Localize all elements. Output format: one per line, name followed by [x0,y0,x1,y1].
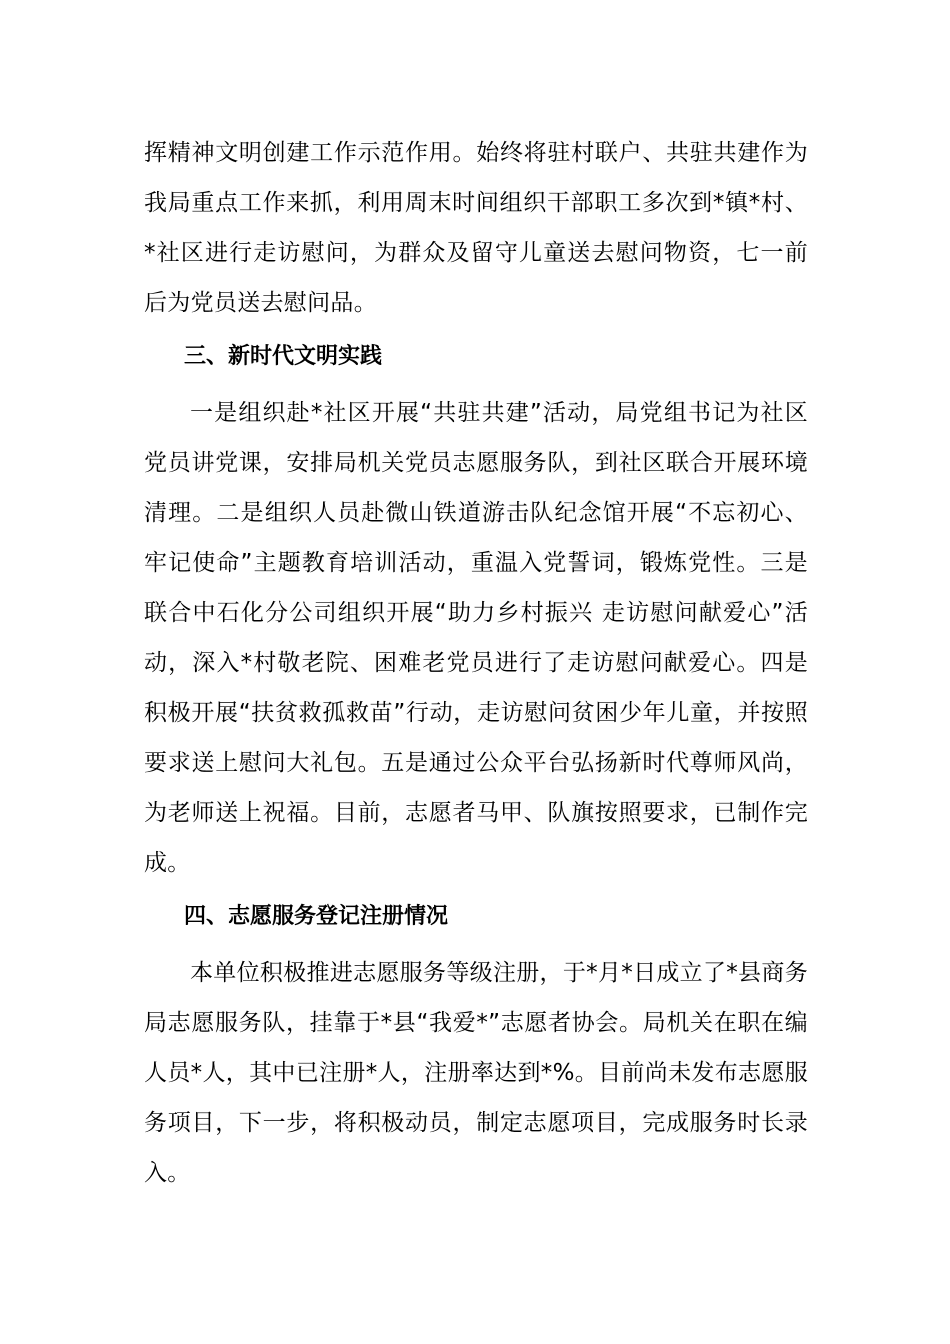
section-4-paragraph: 本单位积极推进志愿服务等级注册，于*月*日成立了*县商务局志愿服务队，挂靠于*县“我爱*”志愿者协会。局机关在职在编人员*人，其中已注册*人，注册率达到*%。目前尚未发布志愿服务项目，下一步，将积极动员，制定志愿项目，完成服务时长录入。 [144,960,808,1186]
section-heading-3: 三、新时代文明实践 [184,344,383,369]
document-page [144,128,808,1198]
continuation-paragraph: 挥精神文明创建工作示范作用。始终将驻村联户、共驻共建作为我局重点工作来抓，利用周末时间组织干部职工多次到*镇*村、*社区进行走访慰问，为群众及留守儿童送去慰问物资，七一前后为党员送去慰问品。 [144,140,808,316]
section-heading-4: 四、志愿服务登记注册情况 [184,904,449,929]
section-3-paragraph: 一是组织赴*社区开展“共驻共建”活动，局党组书记为社区党员讲党课，安排局机关党员志愿服务队，到社区联合开展环境清理。二是组织人员赴微山铁道游击队纪念馆开展“不忘初心、牢记使命”主题教育培训活动，重温入党誓词，锻炼党性。三是联合中石化分公司组织开展“助力乡村振兴 走访慰问献爱心”活动，深入*村敬老院、困难老党员进行了走访慰问献爱心。四是积极开展“扶贫救孤救苗”行动，走访慰问贫困少年儿童，并按照要求送上慰问大礼包。五是通过公众平台弘扬新时代尊师风尚，为老师送上祝福。目前，志愿者马甲、队旗按照要求，已制作完成。 [144,400,808,876]
